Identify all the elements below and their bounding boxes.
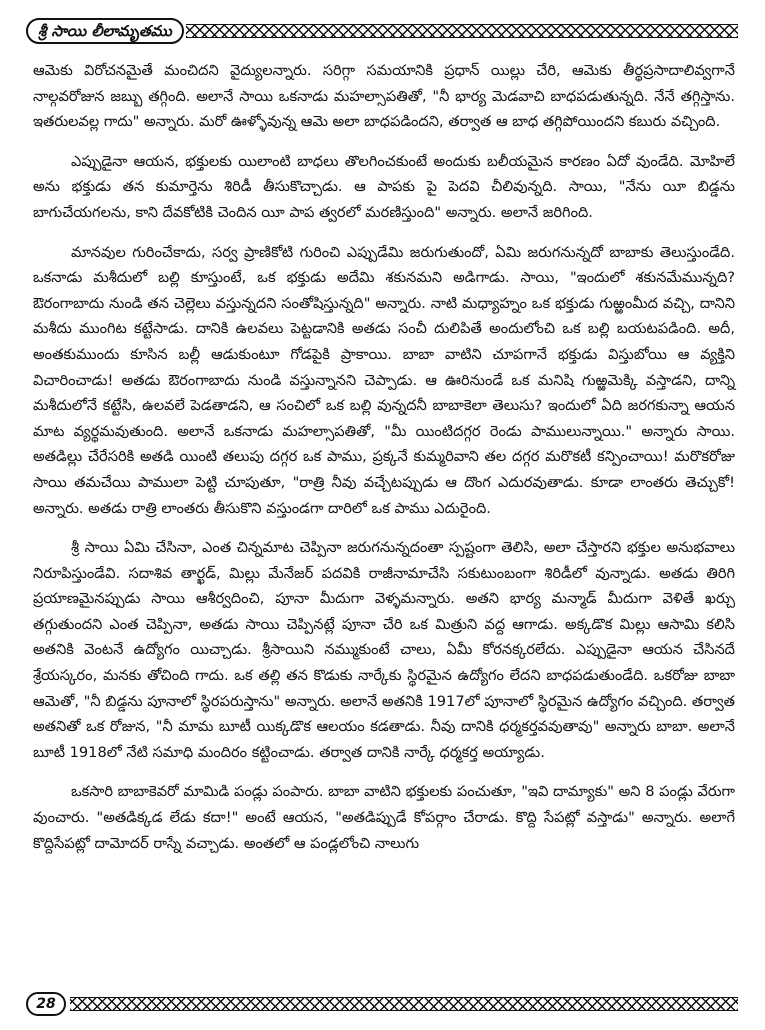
decorative-border-bottom <box>70 997 738 1011</box>
page-body <box>33 58 735 870</box>
page-header <box>26 10 738 50</box>
paragraph-4: శ్రీ సాయి ఏమి చేసినా, ఎంత చిన్నమాట చెప్పినా జరుగనున్నదంతా స్పష్టంగా తెలిసి, అలా చేస్తారని భక్తుల అనుభవాలు నిరూపిస్తుండేవి. సదాశివ తార్ఖడ్, మిల్లు మేనేజర్ పదవికి రాజీనామాచేసి సకుటుంబంగా శిరిడీలో వున్నాడు. అతడు తిరిగి ప్రయాణమైనప్పుడు సాయి ఆశీర్వదించి, పూనా మీదుగా వెళ్ళమన్నారు. అతని భార్య మన్మాడ్ మీదుగా వెళితే ఖర్చు తగ్గుతుందని ఎంత చెప్పినా, అతడు సాయి చెప్పినట్లే పూనా చేరి ఒక మిత్రుని వద్ద ఆగాడు. అక్కడొక మిల్లు ఆసామి కలిసి అతనికి వెంటనే ఉద్యోగం యిచ్చాడు. శ్రీసాయిని నమ్ముకుంటే చాలు, ఏమీ కోరనక్కరలేదు. ఎప్పుడైనా ఆయన చేసినదే శ్రేయస్కరం, మనకు తోచింది గాదు. ఒక తల్లి తన కొడుకు నార్కేకు స్థిరమైన ఉద్యోగం లేదని బాధపడుతుండేది. ఒకరోజు బాబా ఆమెతో, "నీ బిడ్డను పూనాలో స్థిరపరుస్తాను" అన్నారు. అలానే అతనికి 1917లో పూనాలో స్థిరమైన ఉద్యోగం వచ్చింది. తర్వాత అతనితో ఒక రోజున, "నీ మామ బూటీ యిక్కడొక ఆలయం కడతాడు. నీవు దానికి ధర్మకర్తవవుతావు" అన్నారు బాబా. అలానే బూటీ 1918లో నేటి సమాధి మందిరం కట్టించాడు. తర్వాత దానికి నార్కే ధర్మకర్త అయ్యాడు. <box>33 539 735 761</box>
page-footer <box>26 990 738 1020</box>
decorative-border-top <box>186 24 738 38</box>
paragraph-5: ఒకసారి బాబాకెవరో మామిడి పండ్లు పంపారు. బాబా వాటిని భక్తులకు పంచుతూ, "ఇవి దామ్యాకు" అని 8 పండ్లు వేరుగా వుంచారు. "అతడిక్కడ లేడు కదా!" అంటే ఆయన, "అతడిప్పుడే కోపర్గాం చేరాడు. కొద్ది సేపట్లో వస్తాడు" అన్నారు. అలాగే కొద్దిసేపట్లో దామోదర్ రాస్నే వచ్చాడు. అంతలో ఆ పండ్లలోంచి నాలుగు <box>33 783 735 852</box>
paragraph-3: మానవుల గురించేకాదు, సర్వ ప్రాణికోటి గురించి ఎప్పుడేమి జరుగుతుందో, ఏమి జరుగనున్నదో బాబాకు తెలుస్తుండేది. ఒకనాడు మశీదులో బల్లి కూస్తుంటే, ఒక భక్తుడు అదేమి శకునమని అడిగాడు. సాయి, "ఇందులో శకునమేమున్నది? ఔరంగాబాదు నుండి తన చెల్లెలు వస్తున్నదని సంతోషిస్తున్నది" అన్నారు. నాటి మధ్యాహ్నం ఒక భక్తుడు గుఱ్ఱంమీద వచ్చి, దానిని మశీదు ముంగిట కట్టేసాడు. దానికి ఉలవలు పెట్టడానికి అతడు సంచీ దులిపితే అందులోంచి ఒక బల్లి బయటపడింది. అదీ, అంతకుముందు కూసిన బల్లీ ఆడుకుంటూ గోడపైకి ప్రాకాయి. బాబా వాటిని చూపగానే భక్తుడు విస్తుబోయి ఆ వ్యక్తిని విచారించాడు! అతడు ఔరంగాబాదు నుండి వస్తున్నానని చెప్పాడు. ఆ ఊరినుండే ఒక మనిషి గుఱ్ఱమెక్కి వస్తాడని, దాన్ని మశీదులోనే కట్టేసి, ఉలవలే పెడతాడని, ఆ సంచిలో ఒక బల్లి వున్నదనీ బాబాకెలా తెలుసు? ఇందులో ఏది జరగకున్నా ఆయన మాట వ్యర్థమవుతుంది. అలానే ఒకనాడు మహల్సాపతితో, "మీ యింటిదగ్గర రెండు పాములున్నాయి." అన్నారు సాయి. అతడిల్లు చేరేసరికి అతడి యింటి తలుపు దగ్గర ఒక పాము, ప్రక్కనే కుమ్మరివాని తల దగ్గర మరొకటీ కన్పించాయి! మరొకరోజు సాయి తమచేయి పాములా పెట్టి చూపుతూ, "రాత్రి నీవు వచ్చేటప్పుడు ఆ దొంగ ఎదురవుతాడు. కూడా లాంతరు తెచ్చుకో! అన్నారు. అతడు రాత్రి లాంతరు తీసుకొని వస్తుండగా దారిలో ఒక పాము ఎదురైంది. <box>33 243 735 517</box>
running-title: శ్రీ సాయి లీలామృతము <box>26 18 184 44</box>
paragraph-1: ఆమెకు విరోచనమైతే మంచిదని వైద్యులన్నారు. సరిగ్గా సమయానికి ప్రధాన్ యిల్లు చేరి, ఆమెకు తీర్థప్రసాదాలివ్వగానే నాల్గవరోజున జబ్బు తగ్గింది. అలానే సాయి ఒకనాడు మహల్సాపతితో, "నీ భార్య మెడవాచి బాధపడుతున్నది. నేనే తగ్గిస్తాను. ఇతరులవల్ల గాదు" అన్నారు. మరో ఊళ్ళోవున్న ఆమె అలా బాధపడిందని, తర్వాత ఆ బాధ తగ్గిపోయిందని కబురు వచ్చింది. <box>33 62 735 131</box>
paragraph-2: ఎప్పుడైనా ఆయన, భక్తులకు యిలాంటి బాధలు తొలగించకుంటే అందుకు బలీయమైన కారణం ఏదో వుండేది. మోహిలే అను భక్తుడు తన కుమార్తెను శిరిడీ తీసుకొచ్చాడు. ఆ పాపకు పై పెదవి చీలివున్నది. సాయి, "నేను యీ బిడ్డను బాగుచేయగలను, కాని దేవకోటికి చెందిన యీ పాప త్వరలో మరణిస్తుంది" అన్నారు. అలానే జరిగింది. <box>33 152 735 221</box>
page-number: 28 <box>26 992 66 1016</box>
